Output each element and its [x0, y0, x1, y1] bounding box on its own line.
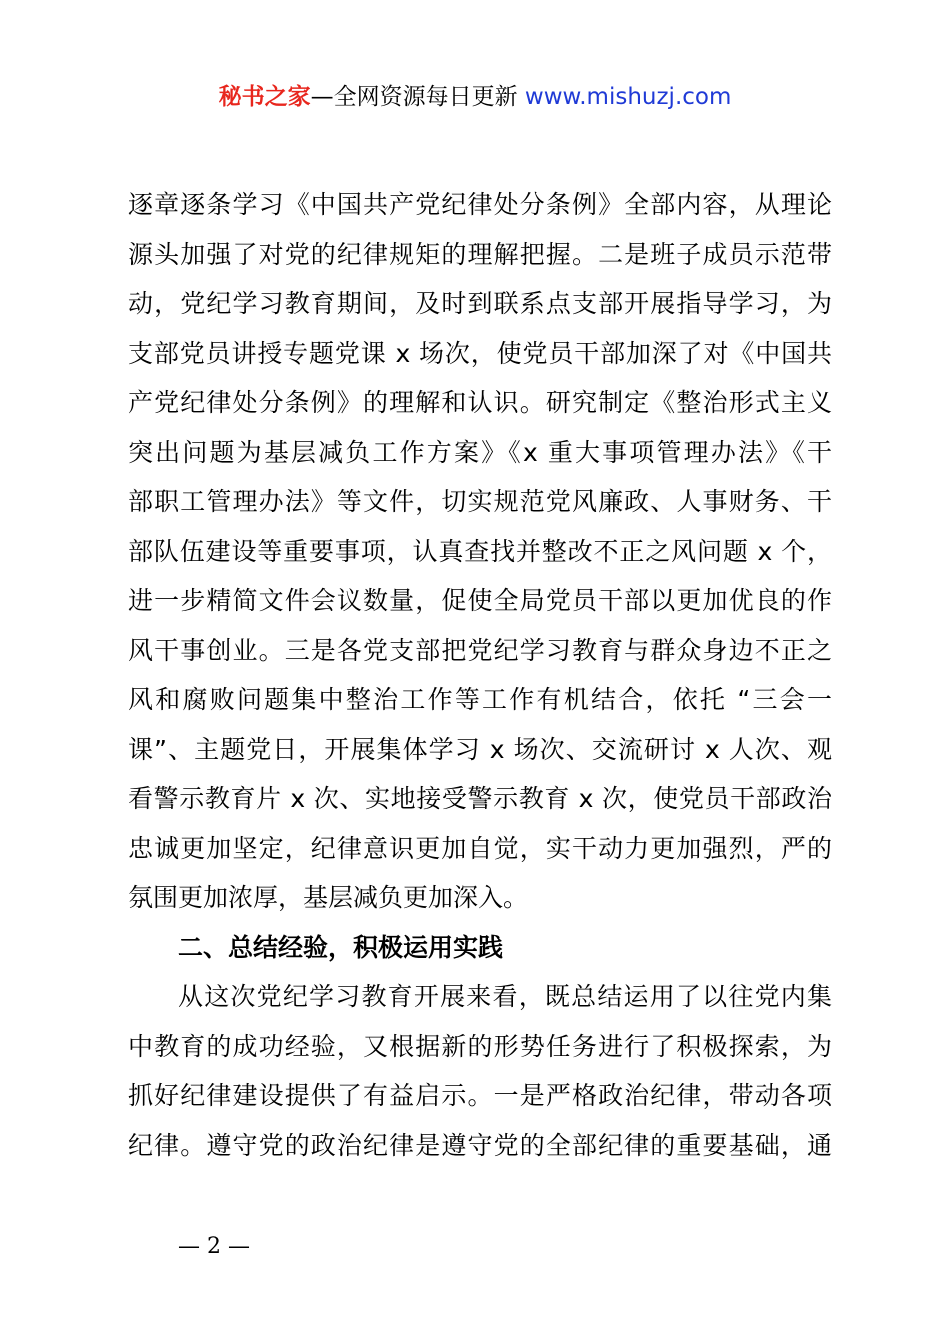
- body-line: 进一步精简文件会议数量，促使全局党员干部以更加优良的作: [128, 586, 832, 615]
- body-line: 动，党纪学习教育期间，及时到联系点支部开展指导学习，为: [128, 289, 832, 318]
- body-line: 忠诚更加坚定，纪律意识更加自觉，实干动力更加强烈，严的: [128, 833, 832, 863]
- body-line: 支部党员讲授专题党课 x 场次，使党员干部加深了对《中国共: [128, 338, 832, 368]
- page-header: [0, 80, 950, 114]
- body-line: 氛围更加浓厚，基层减负更加深入。: [128, 883, 529, 912]
- body-line: 从这次党纪学习教育开展来看，既总结运用了以往党内集: [178, 982, 832, 1011]
- brand-name: 秘书之家: [218, 84, 311, 110]
- body-line: 风和腐败问题集中整治工作等工作有机结合，依托 “三会一: [128, 685, 832, 714]
- body-line: 部队伍建设等重要事项，认真查找并整改不正之风问题 x 个，: [128, 536, 832, 566]
- body-line: 逐章逐条学习《中国共产党纪律处分条例》全部内容，从理论: [128, 190, 832, 219]
- header-tagline: —全网资源每日更新: [310, 84, 525, 110]
- site-url[interactable]: www.mishuzj.com: [524, 84, 732, 110]
- body-line: 产党纪律处分条例》的理解和认识。研究制定《整治形式主义: [128, 388, 832, 417]
- body-line: 课”、主题党日，开展集体学习 x 场次、交流研讨 x 人次、观: [128, 734, 832, 764]
- document-body: [128, 180, 832, 1170]
- body-line: 突出问题为基层减负工作方案》《x 重大事项管理办法》《干: [128, 437, 832, 467]
- section-heading: 二、总结经验，积极运用实践: [178, 932, 504, 962]
- body-line: 风干事创业。三是各党支部把党纪学习教育与群众身边不正之: [128, 635, 832, 665]
- body-line: 部职工管理办法》等文件，切实规范党风廉政、人事财务、干: [128, 487, 832, 516]
- body-line: 抓好纪律建设提供了有益启示。一是严格政治纪律，带动各项: [128, 1081, 832, 1110]
- body-line: 中教育的成功经验，又根据新的形势任务进行了积极探索，为: [128, 1031, 832, 1061]
- body-line: 看警示教育片 x 次、实地接受警示教育 x 次，使党员干部政治: [128, 784, 832, 813]
- body-line: 源头加强了对党的纪律规矩的理解把握。二是班子成员示范带: [128, 239, 832, 269]
- page-number: — 2 —: [178, 1234, 250, 1259]
- body-line: 纪律。遵守党的政治纪律是遵守党的全部纪律的重要基础，通: [128, 1130, 832, 1160]
